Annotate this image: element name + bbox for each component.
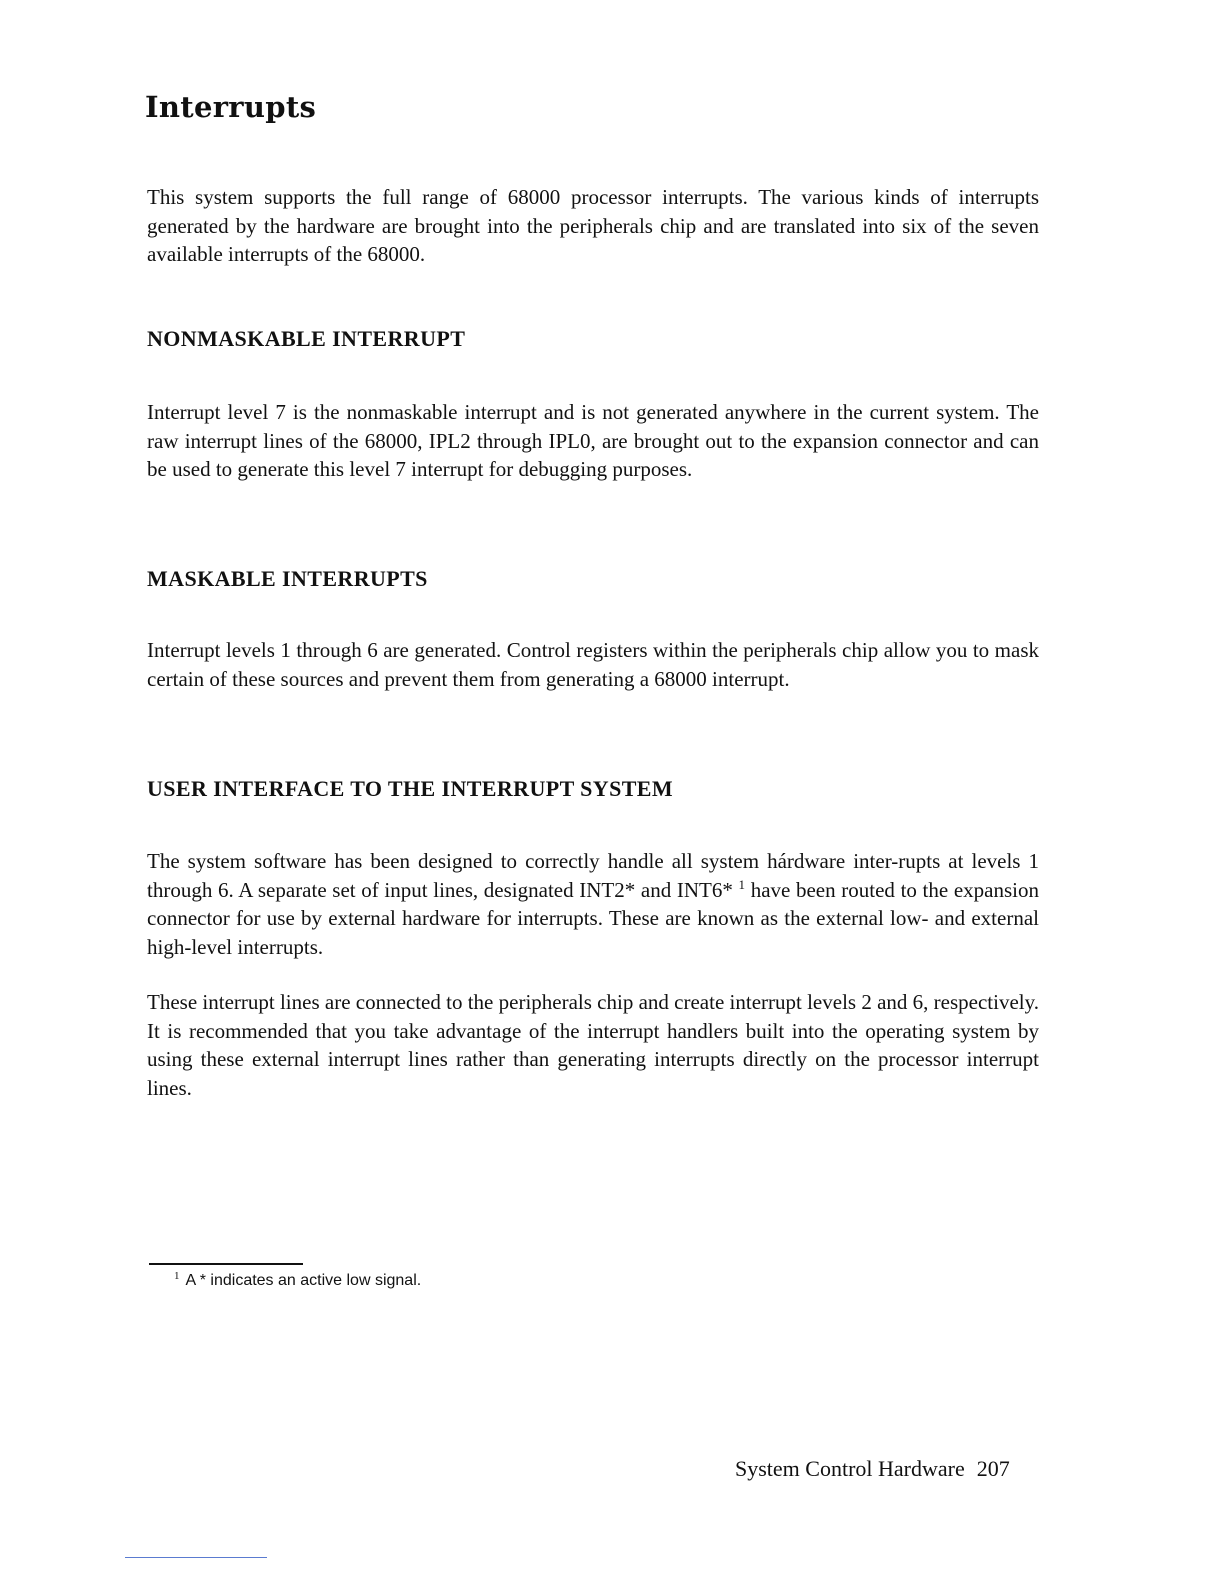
section-heading-nonmaskable: NONMASKABLE INTERRUPT [147, 326, 466, 351]
section-heading-maskable: MASKABLE INTERRUPTS [147, 566, 428, 591]
intro-paragraph: This system supports the full range of 68000 processor interrupts. The various kinds of interrupts generated by the hardware are brought into the peripherals chip and are translated into six of the seven available interrupts of the 68000. [147, 185, 1039, 266]
paragraph-text-before-footnote: The system software has been designed to correctly handle all system hárdware inter-rupts at levels 1 through 6. A separate set of input lines, designated INT2* and INT6* [147, 849, 1039, 902]
footnote-mark: 1 [174, 1269, 180, 1282]
section-paragraph-maskable: Interrupt levels 1 through 6 are generated. Control registers within the peripherals chip allow you to mask certain of these sources and prevent them from generating a 68000 interrupt. [147, 638, 1039, 691]
page-number: 207 [976, 1456, 1010, 1481]
bottom-divider [125, 1557, 267, 1558]
footnote-text: A * indicates an active low signal. [185, 1272, 422, 1289]
running-title: System Control Hardware [735, 1456, 965, 1481]
section-paragraph-nonmaskable: Interrupt level 7 is the nonmaskable interrupt and is not generated anywhere in the current system. The raw interrupt lines of the 68000, IPL2 through IPL0, are brought out to the expansion connector and can be used to generate this level 7 interrupt for debugging purposes. [147, 400, 1039, 481]
page-title: Interrupts [145, 90, 317, 124]
running-footer [735, 1456, 1010, 1482]
paragraph-text-after-footnote: have been routed to the expansion connector for use by external hardware for interrupts. These are known as the external low- and external high-level interrupts. [147, 877, 1040, 959]
footnote [174, 1269, 422, 1290]
footnote-divider [149, 1263, 303, 1265]
section-paragraph-user-interface-2: These interrupt lines are connected to the peripherals chip and create interrupt levels 2 and 6, respectively. It is recommended that you take advantage of the interrupt handlers built into the operating system by using these external interrupt lines rather than generating interrupts directly on the processor interrupt lines. [147, 990, 1039, 1100]
section-paragraph-user-interface-1 [147, 847, 1039, 961]
section-heading-user-interface: USER INTERFACE TO THE INTERRUPT SYSTEM [147, 776, 674, 801]
footnote-reference: 1 [738, 876, 746, 892]
